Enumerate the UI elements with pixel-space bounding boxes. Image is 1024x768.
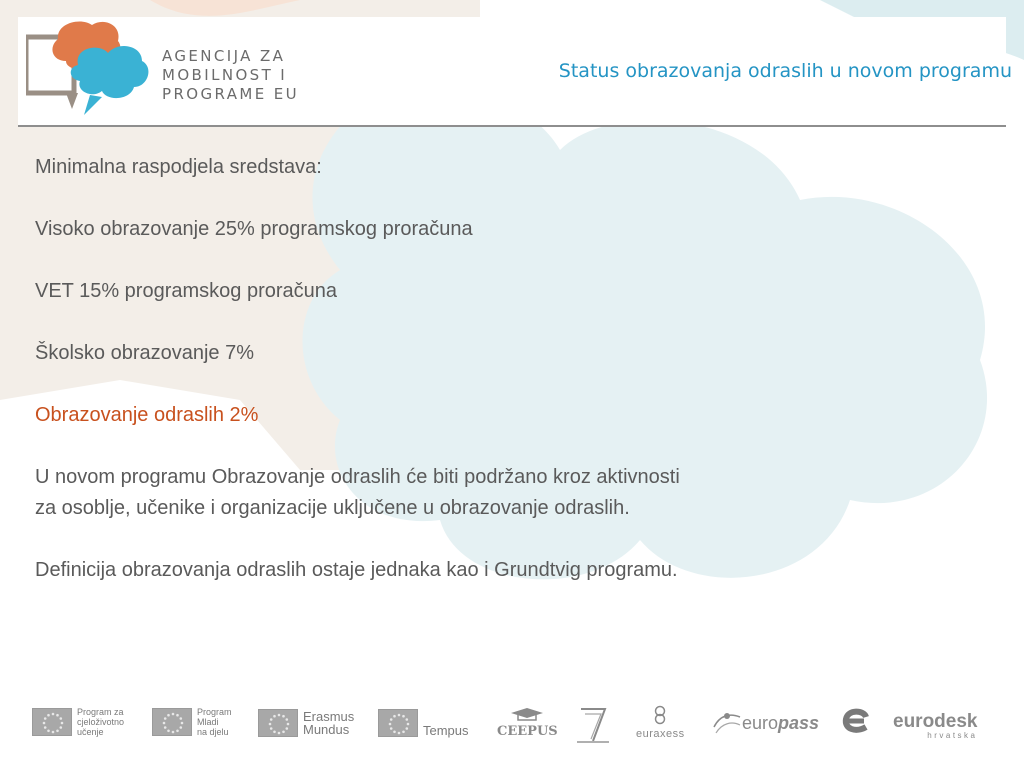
allocation-school-education: Školsko obrazovanje 7% xyxy=(35,342,255,364)
eurodesk-e-icon xyxy=(838,707,874,741)
framework-programme-seven-icon xyxy=(573,705,613,745)
logo-label: Program Mladi na djelu xyxy=(197,707,232,737)
logo-europass xyxy=(712,709,819,737)
logo-label: Program za cjeloživotno učenje xyxy=(77,707,125,737)
eu-flag-icon xyxy=(152,708,192,736)
logo-label: euraxess xyxy=(636,728,685,740)
allocation-vet: VET 15% programskog proračuna xyxy=(35,280,338,302)
intro-text: Minimalna raspodjela sredstava: xyxy=(35,156,322,178)
logo-label: CEEPUS xyxy=(497,724,558,739)
logo-label: Erasmus Mundus xyxy=(303,709,355,737)
logo-label: eurodesk xyxy=(893,711,978,732)
paragraph-support-line-2: za osoblje, učenike i organizacije uključene u obrazovanje odraslih. xyxy=(35,497,630,519)
graduation-cap-icon xyxy=(505,707,549,721)
slide-content xyxy=(35,152,935,586)
eu-flag-icon xyxy=(258,709,298,737)
allocation-adult-education: Obrazovanje odraslih 2% xyxy=(35,404,259,426)
agency-name xyxy=(162,47,299,104)
logo-tempus xyxy=(378,709,469,737)
paragraph-definition: Definicija obrazovanja odraslih ostaje jednaka kao i Grundtvig programu. xyxy=(35,559,678,581)
paragraph-support-line-1: U novom programu Obrazovanje odraslih će biti podržano kroz aktivnosti xyxy=(35,466,680,488)
logo-eurodesk xyxy=(893,712,977,740)
logo-label: Tempus xyxy=(423,723,469,738)
logo-lifelong-learning xyxy=(32,707,124,737)
logo-sub-label: hrvatska xyxy=(927,731,978,740)
header-divider xyxy=(18,125,1006,127)
logo-label-prefix: euro xyxy=(742,712,779,733)
euraxess-infinity-icon xyxy=(648,705,672,725)
logo-youth-in-action xyxy=(152,707,232,737)
eu-flag-icon xyxy=(378,709,418,737)
partner-logos-footer xyxy=(0,695,1024,751)
logo-euraxess xyxy=(636,705,685,740)
agency-name-line-1: AGENCIJA ZA xyxy=(162,47,286,65)
agency-logo-icon xyxy=(26,17,156,117)
agency-name-line-2: MOBILNOST I xyxy=(162,66,288,84)
logo-ceepus xyxy=(497,707,558,739)
logo-erasmus-mundus xyxy=(258,709,354,737)
agency-name-line-3: PROGRAME EU xyxy=(162,85,300,103)
eu-flag-icon xyxy=(32,708,72,736)
europass-figure-icon xyxy=(712,709,742,737)
slide-title: Status obrazovanja odraslih u novom programu xyxy=(558,60,1012,82)
allocation-higher-education: Visoko obrazovanje 25% programskog proračuna xyxy=(35,218,473,240)
logo-label-suffix: pass xyxy=(778,712,820,733)
